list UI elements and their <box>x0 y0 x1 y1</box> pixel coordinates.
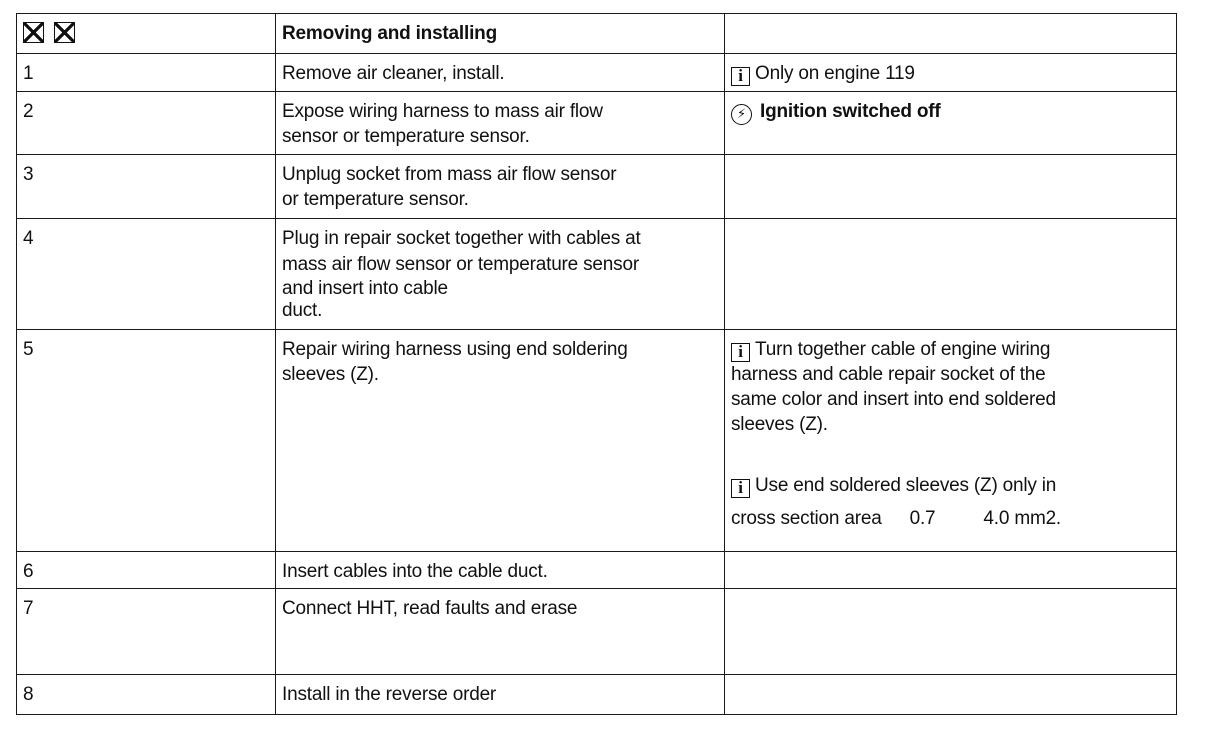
step-number: 1 <box>23 63 34 84</box>
step-action: Connect HHT, read faults and erase <box>282 598 578 619</box>
procedure-table <box>16 13 1177 715</box>
action-line: mass air flow sensor or temperature sensor <box>282 254 639 275</box>
step-note <box>725 330 1176 535</box>
header-icons-cell <box>17 14 276 54</box>
step-number: 4 <box>23 228 34 249</box>
table-row <box>17 54 1177 92</box>
action-line: Unplug socket from mass air flow sensor <box>282 164 617 185</box>
action-line: duct. <box>282 300 323 321</box>
step-number: 2 <box>23 101 34 122</box>
step-number: 8 <box>23 684 34 705</box>
action-line: sleeves (Z). <box>282 364 379 385</box>
step-number: 5 <box>23 339 34 360</box>
cross-section-min: 0.7 <box>909 508 936 529</box>
step-action: Install in the reverse order <box>282 684 497 705</box>
cross-section-label: cross section area <box>731 508 882 529</box>
step-number: 6 <box>23 561 34 582</box>
info-icon: i <box>731 67 750 86</box>
step-action: Remove air cleaner, install. <box>282 63 505 84</box>
step-note <box>725 92 1176 129</box>
header-row <box>17 14 1177 54</box>
step-number: 3 <box>23 164 34 185</box>
header-empty-cell <box>725 14 1177 54</box>
contract-arrows-icon <box>54 22 75 43</box>
cross-section-line <box>731 506 1170 531</box>
table-row <box>17 589 1177 675</box>
step-number: 7 <box>23 598 34 619</box>
table-row <box>17 330 1177 552</box>
step-action <box>276 155 724 216</box>
step-action <box>276 219 724 326</box>
note-line: harness and cable repair socket of the <box>731 364 1046 385</box>
note-line: Turn together cable of engine wiring <box>755 339 1051 360</box>
table-row <box>17 155 1177 219</box>
action-line: or temperature sensor. <box>282 189 469 210</box>
action-line: Expose wiring harness to mass air flow <box>282 101 603 122</box>
step-action: Insert cables into the cable duct. <box>282 561 548 582</box>
header-title-cell <box>276 14 725 54</box>
table-row <box>17 552 1177 589</box>
table-row <box>17 92 1177 155</box>
note-line: same color and insert into end soldered <box>731 389 1056 410</box>
info-icon: i <box>731 343 750 362</box>
action-line: Repair wiring harness using end soldering <box>282 339 628 360</box>
ignition-off-icon: ⚡ <box>731 104 752 125</box>
action-line: Plug in repair socket together with cables at <box>282 228 641 249</box>
note-line: Use end soldered sleeves (Z) only in <box>755 475 1057 496</box>
note-line: sleeves (Z). <box>731 414 828 435</box>
expand-arrows-icon <box>23 22 44 43</box>
step-note <box>725 54 1176 90</box>
cross-section-max: 4.0 mm2. <box>983 508 1062 529</box>
section-title: Removing and installing <box>282 23 497 44</box>
step-action <box>276 330 724 391</box>
note-text: Ignition switched off <box>760 101 941 122</box>
step-action <box>276 92 724 153</box>
note-text: Only on engine 119 <box>755 63 915 84</box>
action-line: sensor or temperature sensor. <box>282 126 530 147</box>
info-icon: i <box>731 479 750 498</box>
table-row <box>17 219 1177 330</box>
table-row <box>17 675 1177 715</box>
action-line: and insert into cable <box>282 278 448 299</box>
